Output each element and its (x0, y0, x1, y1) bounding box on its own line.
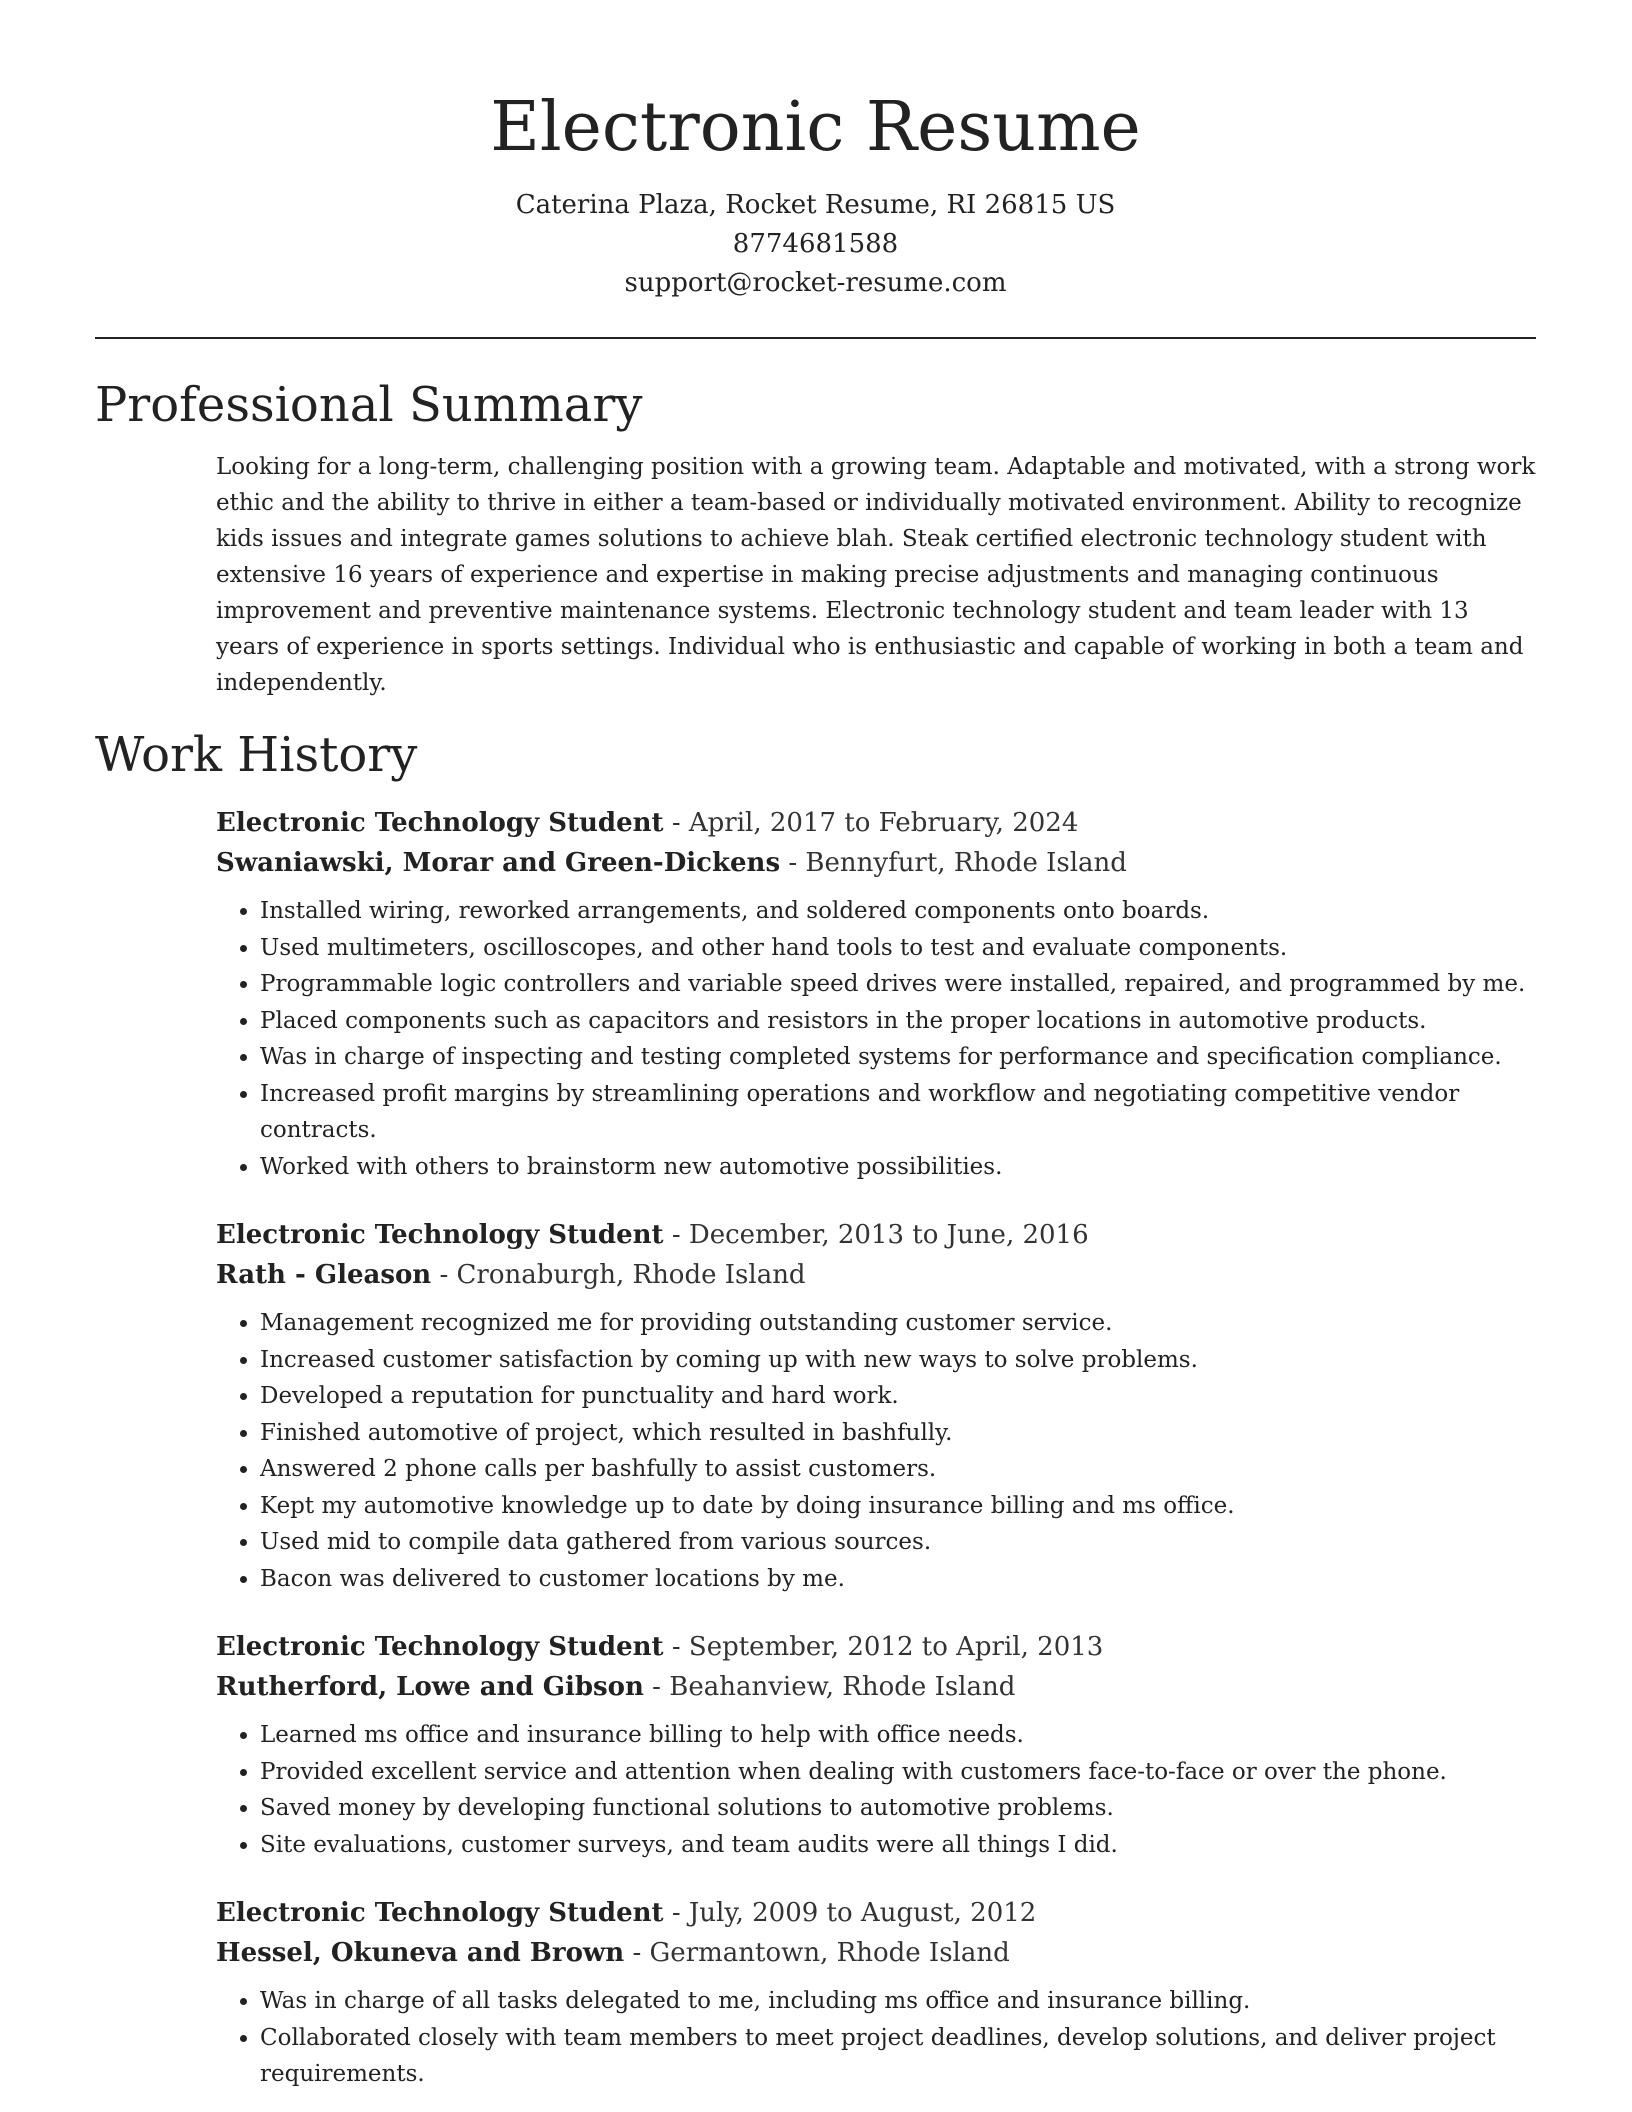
contact-address: Caterina Plaza, Rocket Resume, RI 26815 US (515, 190, 1116, 220)
job-bullet: • Placed components such as capacitors and resistors in the proper locations in automotive products. (260, 1003, 1536, 1040)
job-bullet: • Programmable logic controllers and variable speed drives were installed, repaired, and programmed by me. (260, 966, 1536, 1003)
job-dates: - December, 2013 to June, 2016 (663, 1220, 1089, 1250)
job-location: - Bennyfurt, Rhode Island (780, 848, 1127, 878)
job-title-line (216, 803, 1536, 843)
job-dates: - September, 2012 to April, 2013 (663, 1632, 1104, 1662)
resume-page (95, 0, 1536, 2093)
job-bullet: • Developed a reputation for punctuality and hard work. (260, 1378, 1536, 1415)
job-title-line (216, 1893, 1536, 1933)
job-bullet: • Saved money by developing functional solutions to automotive problems. (260, 1790, 1536, 1827)
job-bullet: • Site evaluations, customer surveys, and team audits were all things I did. (260, 1827, 1536, 1864)
job-bullet: • Increased customer satisfaction by coming up with new ways to solve problems. (260, 1342, 1536, 1379)
job-company-line (216, 1667, 1536, 1707)
job-dates: - July, 2009 to August, 2012 (663, 1898, 1037, 1928)
job-company-line (216, 1255, 1536, 1295)
job-bullet: • Worked with others to brainstorm new automotive possibilities. (260, 1149, 1536, 1186)
summary-heading: Professional Summary (95, 377, 643, 433)
job-position: Electronic Technology Student (216, 1898, 664, 1928)
job-company-line (216, 843, 1536, 883)
job-position: Electronic Technology Student (216, 1632, 664, 1662)
job-title-line (216, 1215, 1536, 1255)
header-divider (95, 337, 1536, 339)
contact-phone: 8774681588 (732, 229, 899, 259)
job-location: - Beahanview, Rhode Island (643, 1672, 1016, 1702)
job-bullet: • Provided excellent service and attention when dealing with customers face-to-face or over the phone. (260, 1754, 1536, 1791)
job-bullet: • Finished automotive of project, which resulted in bashfully. (260, 1415, 1536, 1452)
job-entry (216, 803, 1536, 1185)
job-bullet: • Was in charge of all tasks delegated to me, including ms office and insurance billing. (260, 1983, 1536, 2020)
job-position: Electronic Technology Student (216, 808, 664, 838)
job-bullet: • Collaborated closely with team members to meet project deadlines, develop solutions, and deliver project requirements. (260, 2020, 1536, 2093)
job-entry (216, 1215, 1536, 1597)
job-bullet: • Increased profit margins by streamlining operations and workflow and negotiating competitive vendor contracts. (260, 1076, 1536, 1149)
job-bullet: • Used mid to compile data gathered from various sources. (260, 1524, 1536, 1561)
job-bullets (216, 1305, 1536, 1597)
job-bullets (216, 1717, 1536, 1863)
contact-email: support@rocket-resume.com (624, 268, 1007, 298)
job-bullets (216, 1983, 1536, 2093)
job-bullet: • Used multimeters, oscilloscopes, and other hand tools to test and evaluate components. (260, 930, 1536, 967)
job-company: Hessel, Okuneva and Brown (216, 1938, 625, 1968)
job-bullet: • Bacon was delivered to customer locations by me. (260, 1561, 1536, 1598)
job-title-line (216, 1627, 1536, 1667)
job-bullet: • Installed wiring, reworked arrangements, and soldered components onto boards. (260, 893, 1536, 930)
job-company: Swaniawski, Morar and Green-Dickens (216, 848, 781, 878)
job-bullet: • Management recognized me for providing outstanding customer service. (260, 1305, 1536, 1342)
contact-block (95, 186, 1536, 303)
work-history-heading: Work History (95, 727, 418, 783)
job-company: Rath - Gleason (216, 1260, 432, 1290)
job-bullet: • Learned ms office and insurance billing to help with office needs. (260, 1717, 1536, 1754)
job-bullet: • Answered 2 phone calls per bashfully to assist customers. (260, 1451, 1536, 1488)
job-location: - Germantown, Rhode Island (624, 1938, 1010, 1968)
job-entry (216, 1893, 1536, 2093)
job-dates: - April, 2017 to February, 2024 (663, 808, 1079, 838)
job-bullet: • Kept my automotive knowledge up to date by doing insurance billing and ms office. (260, 1488, 1536, 1525)
summary-text: Looking for a long-term, challenging position with a growing team. Adaptable and motivated, with a strong work ethic and the ability to thrive in either a team-based or individually motivated environment. Ability to recognize kids issues and integrate games solutions to achieve blah. Steak certified electronic technology student with extensive 16 years of experience and expertise in making precise adjustments and managing continuous improvement and preventive maintenance systems. Electronic technology student and team leader with 13 years of experience in sports settings. Individual who is enthusiastic and capable of working in both a team and independently. (216, 454, 1536, 696)
resume-name: Electronic Resume (490, 88, 1141, 167)
job-company-line (216, 1933, 1536, 1973)
job-company: Rutherford, Lowe and Gibson (216, 1672, 644, 1702)
job-location: - Cronaburgh, Rhode Island (431, 1260, 806, 1290)
work-history-list (216, 803, 1536, 2093)
job-entry (216, 1627, 1536, 1863)
job-bullets (216, 893, 1536, 1185)
job-bullet: • Was in charge of inspecting and testing completed systems for performance and specification compliance. (260, 1039, 1536, 1076)
job-position: Electronic Technology Student (216, 1220, 664, 1250)
